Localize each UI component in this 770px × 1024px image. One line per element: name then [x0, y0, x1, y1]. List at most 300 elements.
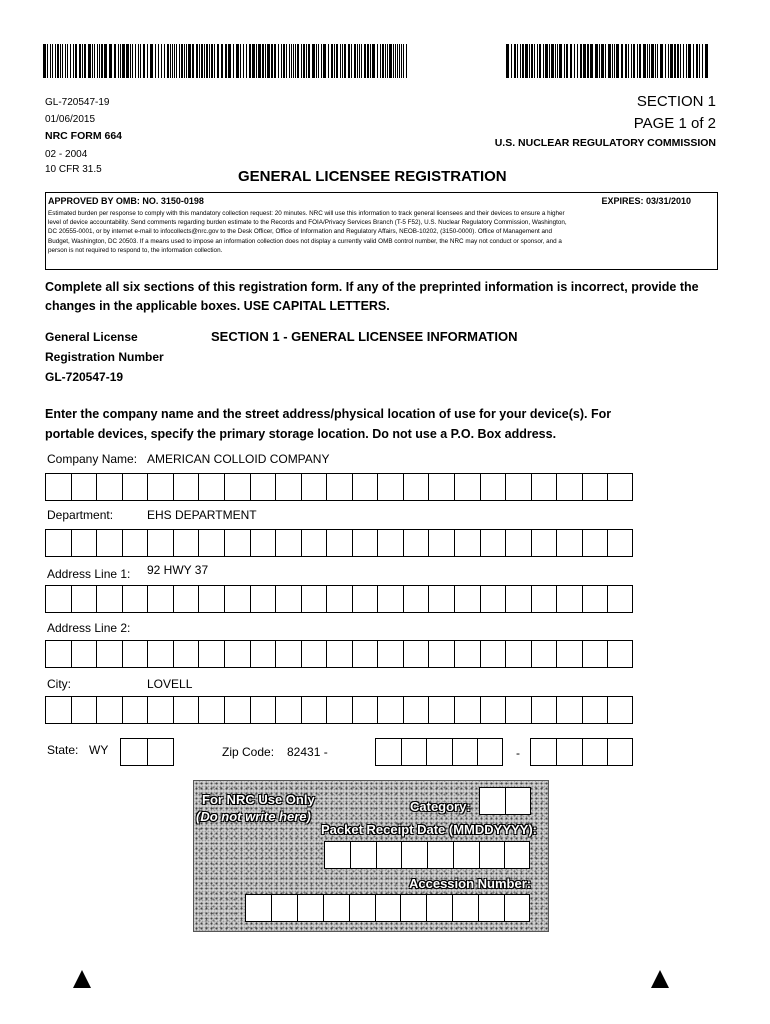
barcode-bar	[537, 44, 538, 78]
character-box[interactable]	[377, 585, 403, 613]
character-box[interactable]	[301, 640, 327, 668]
barcode-bar	[370, 44, 371, 78]
character-box[interactable]	[147, 473, 173, 501]
character-box[interactable]	[71, 473, 97, 501]
barcode-bar	[340, 44, 341, 78]
character-box[interactable]	[349, 894, 375, 922]
character-box[interactable]	[556, 640, 582, 668]
character-box[interactable]	[531, 473, 557, 501]
character-box[interactable]	[224, 696, 250, 724]
character-box[interactable]	[352, 696, 378, 724]
barcode-bar	[514, 44, 516, 78]
barcode-bar	[286, 44, 287, 78]
character-box[interactable]	[426, 738, 452, 766]
barcode-bar	[696, 44, 698, 78]
zip-code-label: Zip Code:	[222, 745, 275, 759]
barcode-bar	[599, 44, 600, 78]
character-box[interactable]	[45, 696, 71, 724]
character-box[interactable]	[531, 640, 557, 668]
character-box[interactable]	[504, 894, 530, 922]
character-box[interactable]	[375, 738, 401, 766]
character-box[interactable]	[428, 585, 454, 613]
barcode-bar	[132, 44, 133, 78]
barcode-bar	[118, 44, 119, 78]
barcode-bar	[551, 44, 554, 78]
character-box[interactable]	[426, 894, 452, 922]
character-box[interactable]	[173, 640, 199, 668]
barcode-bar	[252, 44, 255, 78]
character-box[interactable]	[326, 640, 352, 668]
character-box[interactable]	[96, 696, 122, 724]
character-box[interactable]	[607, 529, 633, 557]
barcode-bar	[387, 44, 388, 78]
barcode-bar	[683, 44, 684, 78]
character-box[interactable]	[377, 473, 403, 501]
character-box[interactable]	[96, 640, 122, 668]
barcode-bar	[297, 44, 299, 78]
department-field[interactable]	[45, 529, 633, 557]
omb-expires: EXPIRES: 03/31/2010	[601, 196, 691, 206]
character-box[interactable]	[531, 585, 557, 613]
address-line1-value: 92 HWY 37	[147, 563, 209, 577]
barcode-bar	[328, 44, 329, 78]
barcode-bar	[385, 44, 386, 78]
barcode-bar	[621, 44, 623, 78]
barcode-bar	[401, 44, 402, 78]
character-box[interactable]	[377, 640, 403, 668]
page-title: GENERAL LICENSEE REGISTRATION	[238, 168, 507, 185]
barcode-bar	[688, 44, 691, 78]
barcode-bar	[395, 44, 396, 78]
character-box[interactable]	[530, 738, 556, 766]
character-box[interactable]	[122, 640, 148, 668]
barcode-bar	[55, 44, 56, 78]
barcode-bar	[357, 44, 358, 78]
barcode-bar	[639, 44, 641, 78]
character-box[interactable]	[224, 640, 250, 668]
character-box[interactable]	[556, 585, 582, 613]
character-box[interactable]	[122, 529, 148, 557]
character-box[interactable]	[96, 529, 122, 557]
character-box[interactable]	[198, 529, 224, 557]
barcode-bar	[628, 44, 629, 78]
barcode-bar	[221, 44, 223, 78]
barcode-bar	[399, 44, 400, 78]
character-box[interactable]	[428, 696, 454, 724]
character-box[interactable]	[147, 696, 173, 724]
zip-extension-field[interactable]	[530, 738, 633, 766]
department-value: EHS DEPARTMENT	[147, 508, 257, 522]
barcode-bar	[574, 44, 575, 78]
barcode-bar	[79, 44, 81, 78]
barcode-bar	[211, 44, 213, 78]
character-box[interactable]	[452, 894, 478, 922]
barcode-bar	[99, 44, 100, 78]
character-box[interactable]	[147, 585, 173, 613]
barcode-bar	[680, 44, 681, 78]
character-box[interactable]	[607, 473, 633, 501]
character-box[interactable]	[326, 473, 352, 501]
character-box[interactable]	[403, 473, 429, 501]
barcode-bar	[393, 44, 394, 78]
address-line2-label: Address Line 2:	[47, 621, 131, 635]
barcode-bar	[196, 44, 198, 78]
character-box[interactable]	[452, 738, 478, 766]
barcode-bar	[614, 44, 615, 78]
registration-number-block: General License Registration Number GL-720547-19	[45, 327, 164, 387]
character-box[interactable]	[250, 696, 276, 724]
character-box[interactable]	[120, 738, 147, 766]
character-box[interactable]	[607, 738, 633, 766]
character-box[interactable]	[403, 585, 429, 613]
barcode-bar	[587, 44, 589, 78]
character-box[interactable]	[403, 529, 429, 557]
barcode-bar	[192, 44, 194, 78]
barcode-bar	[637, 44, 638, 78]
barcode-bar	[199, 44, 200, 78]
character-box[interactable]	[71, 640, 97, 668]
character-box[interactable]	[505, 640, 531, 668]
barcode-bar	[643, 44, 646, 78]
barcode-bar	[228, 44, 231, 78]
character-box[interactable]	[275, 473, 301, 501]
character-box[interactable]	[427, 841, 453, 869]
packet-receipt-date-label: Packet Receipt Date (MMDDYYYY):	[321, 822, 537, 837]
character-box[interactable]	[352, 529, 378, 557]
barcode-bar	[312, 44, 315, 78]
section-heading: SECTION 1 - GENERAL LICENSEE INFORMATION	[211, 329, 518, 344]
barcode-bar	[655, 44, 656, 78]
barcode-bar	[651, 44, 654, 78]
character-box[interactable]	[582, 473, 608, 501]
character-box[interactable]	[352, 473, 378, 501]
category-field[interactable]	[479, 787, 531, 815]
character-box[interactable]	[198, 585, 224, 613]
barcode-bar	[583, 44, 586, 78]
barcode-bar	[179, 44, 180, 78]
character-box[interactable]	[480, 585, 506, 613]
character-box[interactable]	[297, 894, 323, 922]
character-box[interactable]	[453, 841, 479, 869]
barcode-bar	[82, 44, 83, 78]
barcode-bar	[595, 44, 598, 78]
barcode-bar	[308, 44, 310, 78]
section-number: SECTION 1	[636, 93, 716, 110]
barcode-bar	[351, 44, 352, 78]
character-box[interactable]	[147, 640, 173, 668]
address-line1-label: Address Line 1:	[47, 567, 131, 581]
character-box[interactable]	[301, 529, 327, 557]
barcode-bar	[705, 44, 708, 78]
barcode-bar	[140, 44, 141, 78]
character-box[interactable]	[504, 841, 530, 869]
character-box[interactable]	[377, 529, 403, 557]
character-box[interactable]	[505, 585, 531, 613]
accession-number-field[interactable]	[245, 894, 530, 922]
barcode-bar	[126, 44, 129, 78]
barcode-bar	[686, 44, 687, 78]
character-box[interactable]	[607, 696, 633, 724]
character-box[interactable]	[301, 696, 327, 724]
company-name-label: Company Name:	[47, 452, 138, 466]
character-box[interactable]	[45, 529, 71, 557]
barcode-bar	[150, 44, 153, 78]
character-box[interactable]	[556, 473, 582, 501]
character-box[interactable]	[301, 585, 327, 613]
character-box[interactable]	[556, 738, 582, 766]
character-box[interactable]	[122, 473, 148, 501]
character-box[interactable]	[375, 894, 401, 922]
barcode-bar	[240, 44, 241, 78]
barcode-left	[43, 44, 409, 78]
barcode-bar	[361, 44, 362, 78]
character-box[interactable]	[198, 696, 224, 724]
barcode-bar	[660, 44, 663, 78]
character-box[interactable]	[480, 473, 506, 501]
character-box[interactable]	[245, 894, 271, 922]
barcode-bar	[109, 44, 112, 78]
character-box[interactable]	[271, 894, 297, 922]
character-box[interactable]	[326, 585, 352, 613]
character-box[interactable]	[352, 585, 378, 613]
instructions: Complete all six sections of this registration form. If any of the preprinted information is incorrect, provide the changes in the applicable boxes. USE CAPITAL LETTERS.	[45, 280, 699, 313]
barcode-bar	[274, 44, 276, 78]
character-box[interactable]	[173, 529, 199, 557]
character-box[interactable]	[326, 696, 352, 724]
character-box[interactable]	[556, 696, 582, 724]
character-box[interactable]	[401, 841, 427, 869]
barcode-bar	[522, 44, 524, 78]
character-box[interactable]	[428, 529, 454, 557]
character-box[interactable]	[275, 529, 301, 557]
barcode-bar	[564, 44, 565, 78]
character-box[interactable]	[582, 696, 608, 724]
barcode-bar	[243, 44, 244, 78]
barcode-bar	[167, 44, 169, 78]
barcode-bar	[665, 44, 666, 78]
character-box[interactable]	[454, 585, 480, 613]
barcode-bar	[566, 44, 568, 78]
character-box[interactable]	[454, 696, 480, 724]
barcode-bar	[367, 44, 369, 78]
character-box[interactable]	[173, 696, 199, 724]
barcode-bar	[97, 44, 98, 78]
character-box[interactable]	[352, 640, 378, 668]
character-box[interactable]	[301, 473, 327, 501]
character-box[interactable]	[250, 585, 276, 613]
form-name: NRC FORM 664	[45, 130, 123, 142]
character-box[interactable]	[607, 640, 633, 668]
character-box[interactable]	[323, 894, 349, 922]
barcode-bar	[256, 44, 257, 78]
barcode-bar	[62, 44, 63, 78]
character-box[interactable]	[505, 787, 531, 815]
barcode-bar	[348, 44, 350, 78]
character-box[interactable]	[607, 585, 633, 613]
zip-code-dash: -	[516, 746, 520, 760]
character-box[interactable]	[122, 696, 148, 724]
character-box[interactable]	[480, 696, 506, 724]
character-box[interactable]	[224, 585, 250, 613]
barcode-bar	[70, 44, 71, 78]
character-box[interactable]	[505, 529, 531, 557]
character-box[interactable]	[403, 640, 429, 668]
character-box[interactable]	[275, 640, 301, 668]
barcode-bar	[590, 44, 593, 78]
character-box[interactable]	[477, 738, 503, 766]
barcode-bar	[543, 44, 544, 78]
barcode-bar	[271, 44, 273, 78]
character-box[interactable]	[198, 640, 224, 668]
address-line1-field[interactable]	[45, 585, 633, 613]
character-box[interactable]	[96, 473, 122, 501]
city-label: City:	[47, 677, 71, 691]
character-box[interactable]	[71, 529, 97, 557]
barcode-bar	[147, 44, 148, 78]
barcode-bar	[318, 44, 319, 78]
company-name-field[interactable]	[45, 473, 633, 501]
barcode-bar	[331, 44, 333, 78]
character-box[interactable]	[505, 473, 531, 501]
character-box[interactable]	[71, 696, 97, 724]
character-box[interactable]	[326, 529, 352, 557]
character-box[interactable]	[479, 841, 505, 869]
barcode-bar	[372, 44, 375, 78]
character-box[interactable]	[428, 473, 454, 501]
character-box[interactable]	[582, 738, 608, 766]
character-box[interactable]	[479, 787, 505, 815]
nrc-use-only-label: For NRC Use Only	[202, 792, 315, 807]
cfr-reference: 10 CFR 31.5	[45, 164, 102, 175]
barcode-bar	[291, 44, 292, 78]
barcode-bar	[236, 44, 239, 78]
character-box[interactable]	[377, 696, 403, 724]
barcode-bar	[278, 44, 279, 78]
barcode-bar	[50, 44, 51, 78]
barcode-bar	[164, 44, 165, 78]
barcode-bar	[60, 44, 61, 78]
barcode-bar	[295, 44, 296, 78]
barcode-bar	[249, 44, 251, 78]
character-box[interactable]	[224, 473, 250, 501]
character-box[interactable]	[376, 841, 402, 869]
character-box[interactable]	[454, 640, 480, 668]
zip-code-value: 82431 -	[287, 745, 328, 759]
character-box[interactable]	[478, 894, 504, 922]
character-box[interactable]	[45, 585, 71, 613]
character-box[interactable]	[531, 529, 557, 557]
character-box[interactable]	[505, 696, 531, 724]
barcode-bar	[88, 44, 91, 78]
character-box[interactable]	[96, 585, 122, 613]
address-line2-field[interactable]	[45, 640, 633, 668]
barcode-bar	[120, 44, 121, 78]
character-box[interactable]	[480, 529, 506, 557]
zip-code-field[interactable]	[375, 738, 503, 766]
character-box[interactable]	[275, 696, 301, 724]
character-box[interactable]	[147, 738, 174, 766]
barcode-bar	[265, 44, 266, 78]
barcode-bar	[570, 44, 572, 78]
character-box[interactable]	[556, 529, 582, 557]
state-field[interactable]	[120, 738, 174, 766]
barcode-bar	[258, 44, 261, 78]
character-box[interactable]	[147, 529, 173, 557]
barcode-bar	[281, 44, 282, 78]
character-box[interactable]	[582, 585, 608, 613]
barcode-bar	[677, 44, 679, 78]
barcode-bar	[47, 44, 48, 78]
barcode-bar	[130, 44, 131, 78]
character-box[interactable]	[71, 585, 97, 613]
character-box[interactable]	[45, 473, 71, 501]
barcode-bar	[57, 44, 59, 78]
state-value: WY	[89, 743, 109, 757]
barcode-bar	[283, 44, 285, 78]
character-box[interactable]	[173, 473, 199, 501]
character-box[interactable]	[45, 640, 71, 668]
city-value: LOVELL	[147, 677, 193, 691]
barcode-bar	[668, 44, 669, 78]
character-box[interactable]	[454, 529, 480, 557]
character-box[interactable]	[454, 473, 480, 501]
character-box[interactable]	[275, 585, 301, 613]
omb-notice	[45, 192, 718, 270]
barcode-bar	[334, 44, 335, 78]
barcode-bar	[323, 44, 326, 78]
barcode-bar	[174, 44, 175, 78]
barcode-bar	[577, 44, 578, 78]
character-box[interactable]	[250, 473, 276, 501]
barcode-bar	[52, 44, 53, 78]
barcode-bar	[75, 44, 77, 78]
barcode-bar	[225, 44, 227, 78]
barcode-bar	[43, 44, 46, 78]
do-not-write-label: (Do not write here)	[196, 809, 311, 824]
character-box[interactable]	[250, 529, 276, 557]
state-label: State:	[47, 743, 79, 757]
form-date: 01/06/2015	[45, 114, 96, 125]
character-box[interactable]	[531, 696, 557, 724]
character-box[interactable]	[401, 738, 427, 766]
barcode-bar	[184, 44, 185, 78]
character-box[interactable]	[403, 696, 429, 724]
character-box[interactable]	[400, 894, 426, 922]
character-box[interactable]	[198, 473, 224, 501]
barcode-bar	[555, 44, 556, 78]
barcode-bar	[670, 44, 673, 78]
character-box[interactable]	[324, 841, 350, 869]
character-box[interactable]	[582, 640, 608, 668]
nrc-use-only-box	[193, 780, 549, 932]
character-box[interactable]	[173, 585, 199, 613]
character-box[interactable]	[122, 585, 148, 613]
character-box[interactable]	[582, 529, 608, 557]
barcode-bar	[389, 44, 392, 78]
category-label: Category:	[410, 799, 471, 814]
character-box[interactable]	[250, 640, 276, 668]
barcode-bar	[181, 44, 183, 78]
barcode-bar	[354, 44, 356, 78]
character-box[interactable]	[224, 529, 250, 557]
city-field[interactable]	[45, 696, 633, 724]
accession-number-label: Accession Number:	[409, 876, 532, 891]
character-box[interactable]	[428, 640, 454, 668]
character-box[interactable]	[350, 841, 376, 869]
packet-receipt-date-field[interactable]	[324, 841, 530, 869]
barcode-bar	[520, 44, 521, 78]
character-box[interactable]	[480, 640, 506, 668]
